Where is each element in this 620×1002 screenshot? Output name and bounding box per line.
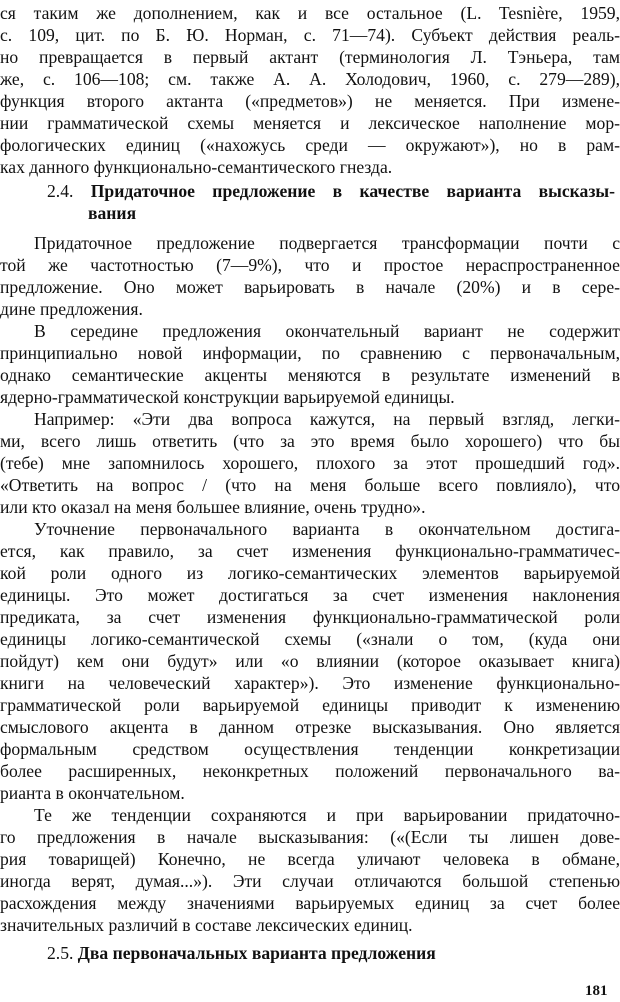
- text-line: единицы. Это может достигаться за счет изменения наклонения: [0, 585, 620, 605]
- text-line: го предложения в начале высказывания: («(Если ты лишен дове-: [0, 827, 620, 847]
- text-line: же, с. 106—108; см. также А. А. Холодович, 1960, с. 279—289),: [0, 69, 620, 89]
- text-line: иногда верят, думая...»). Эти случаи отличаются большой степенью: [0, 871, 620, 891]
- text-line: нии грамматической схемы меняется и лексическое наполнение мор-: [0, 113, 620, 133]
- text-line: фологических единиц («нахожусь среди — окружают»), но в рам-: [0, 135, 620, 155]
- text-line: «Ответить на вопрос / (что на меня больше всего повлияло), что: [0, 475, 620, 495]
- text-line: книги на человеческий характер»). Это изменение функционально-: [0, 673, 620, 693]
- text-line: функция второго актанта («предметов») не меняется. При измене-: [0, 91, 620, 111]
- text-line: предиката, за счет изменения функционально-грамматической роли: [0, 607, 620, 627]
- text-line: ется, как правило, за счет изменения функционально-грамматичес-: [0, 541, 620, 561]
- text-line: (тебе) мне запомнилось хорошего, плохого за этот прошедший год».: [0, 453, 620, 473]
- text-line: ми, всего лишь ответить (что за это время было хорошего) что бы: [0, 431, 620, 451]
- text-line: значительных различий в составе лексических единиц.: [0, 915, 413, 935]
- text-line: ся таким же дополнением, как и все остальное (L. Tesnière, 1959,: [0, 3, 620, 23]
- text-line: единицы логико-семантической схемы («знали о том, (куда они: [0, 629, 620, 649]
- section-title-line: вания: [88, 203, 137, 223]
- text-line: однако семантические акценты меняются в результате изменений в: [0, 365, 620, 385]
- text-line: ядерно-грамматической конструкции варьируемой единицы.: [0, 387, 455, 407]
- section-title-line: Придаточное предложение в качестве варианта высказы-: [90, 181, 615, 201]
- text-line: формальным средством осуществления тенденции конкретизации: [0, 739, 620, 759]
- text-line: пойдут) кем они будут» или «о влиянии (которое оказывает книга): [0, 651, 620, 671]
- text-line: принципиально новой информации, по сравнению с первоначальным,: [0, 343, 620, 363]
- text-line: Придаточное предложение подвергается трансформации почти с: [34, 233, 620, 253]
- section-number: 2.4.: [47, 181, 74, 201]
- page-number: 181: [585, 983, 608, 999]
- text-line: более расширенных, неконкретных положений первоначального ва-: [0, 761, 620, 781]
- text-line: Те же тенденции сохраняются и при варьировании придаточно-: [34, 805, 620, 825]
- text-line: В середине предложения окончательный вариант не содержит: [34, 321, 620, 341]
- text-line: предложение. Оно может варьировать в начале (20%) и в сере-: [0, 277, 620, 297]
- text-line: ках данного функционально-семантического гнезда.: [0, 157, 393, 177]
- text-line: расхождения между значениями варьируемых единиц за счет более: [0, 893, 620, 913]
- text-line: той же частотностью (7—9%), что и простое нераспространенное: [0, 255, 620, 275]
- text-line: рия товарищей) Конечно, не всегда уличают человека в обмане,: [0, 849, 620, 869]
- text-line: дине предложения.: [0, 299, 143, 319]
- section-heading-2-4: [47, 180, 615, 202]
- text-line: Уточнение первоначального варианта в окончательном достига-: [34, 519, 620, 539]
- section-heading-2-5: [47, 942, 615, 964]
- text-line: кой роли одного из логико-семантических элементов варьируемой: [0, 563, 620, 583]
- text-line: рианта в окончательном.: [0, 783, 185, 803]
- text-line: грамматической роли варьируемой единицы приводит к изменению: [0, 695, 620, 715]
- text-line: Например: «Эти два вопроса кажутся, на первый взгляд, легки-: [34, 409, 620, 429]
- text-line: но превращается в первый актант (терминология Л. Тэньера, там: [0, 47, 620, 67]
- text-line: с. 109, цит. по Б. Ю. Норман, с. 71—74). Субъект действия реаль-: [0, 25, 620, 45]
- text-line: смыслового акцента в данном отрезке высказывания. Оно является: [0, 717, 620, 737]
- section-number: 2.5.: [47, 943, 74, 963]
- text-line: или кто оказал на меня большее влияние, очень трудно».: [0, 497, 426, 517]
- section-title: Два первоначальных варианта предложения: [77, 943, 436, 963]
